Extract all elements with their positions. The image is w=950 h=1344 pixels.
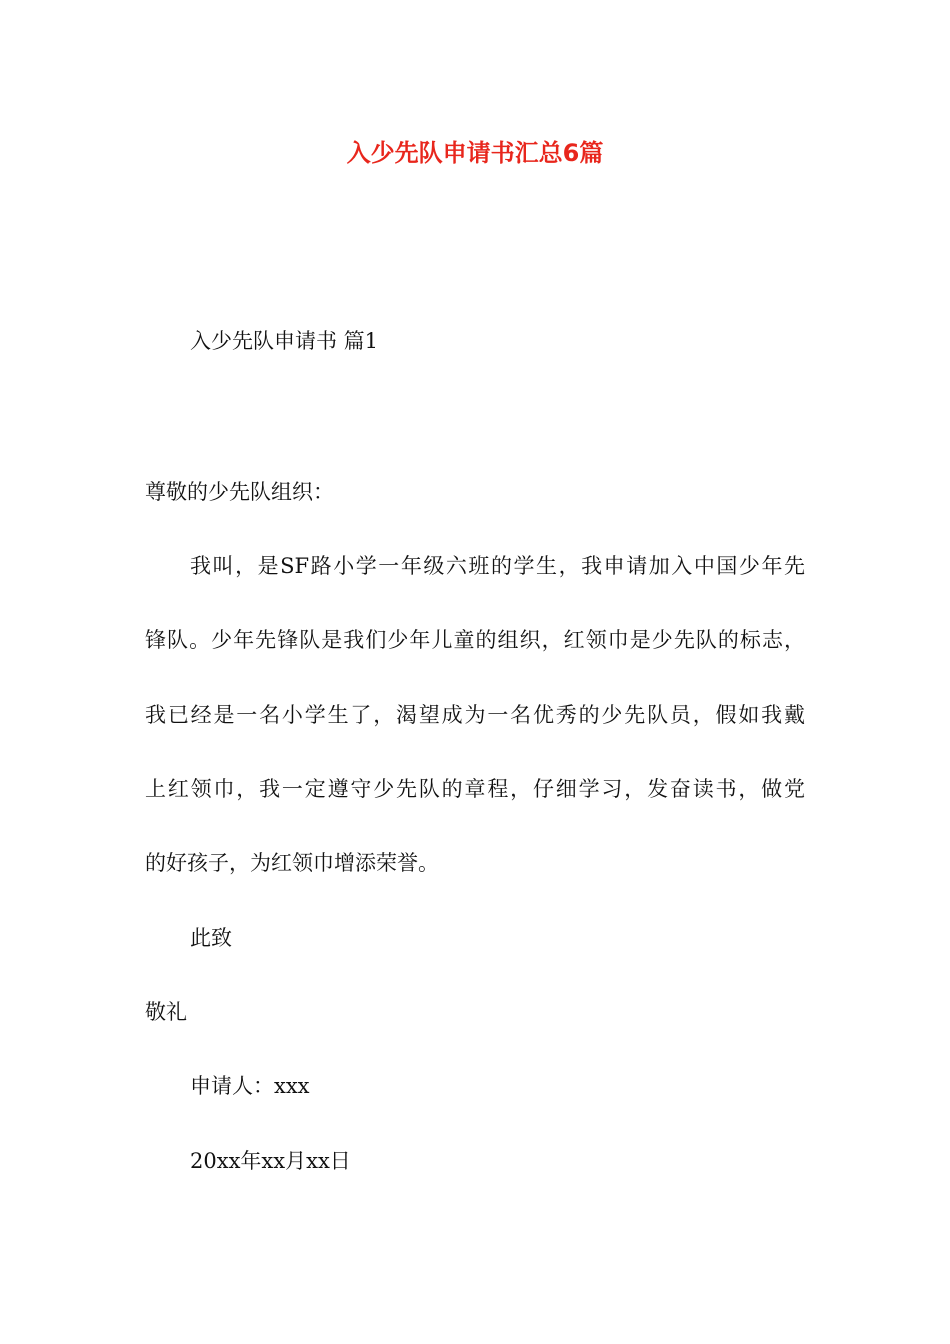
closing-respects: 此致 <box>190 926 232 950</box>
document-title: 入少先队申请书汇总6篇 <box>346 139 604 167</box>
body-line-3: 我已经是一名小学生了，渴望成为一名优秀的少先队员，假如我戴 <box>145 703 805 727</box>
salutation: 尊敬的少先队组织： <box>145 480 334 504</box>
body-line-4: 上红领巾，我一定遵守少先队的章程，仔细学习，发奋读书，做党 <box>145 777 805 801</box>
body-line-1: 我叫，是SF路小学一年级六班的学生，我申请加入中国少年先 <box>190 554 805 578</box>
closing-salute: 敬礼 <box>145 1000 187 1024</box>
applicant-line: 申请人：xxx <box>190 1074 310 1098</box>
date-line: 20xx年xx月xx日 <box>190 1149 351 1173</box>
body-line-2: 锋队。少年先锋队是我们少年儿童的组织，红领巾是少先队的标志， <box>145 628 805 652</box>
section-heading: 入少先队申请书 篇1 <box>190 329 379 353</box>
body-line-5: 的好孩子，为红领巾增添荣誉。 <box>145 851 439 875</box>
